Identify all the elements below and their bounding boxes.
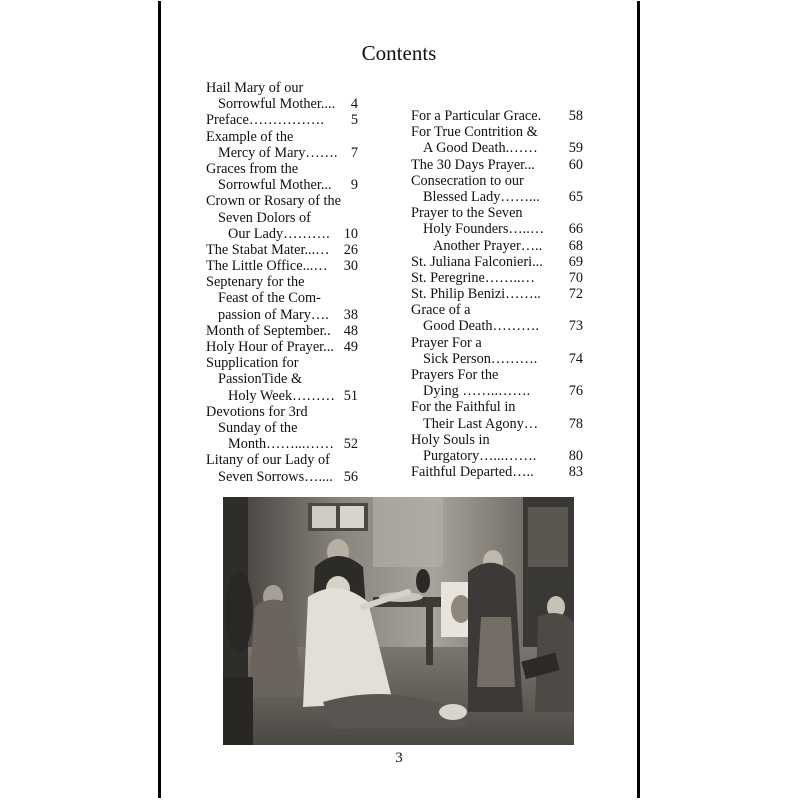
toc-page-number: 65 bbox=[568, 188, 583, 205]
toc-page-number: 10 bbox=[343, 225, 358, 242]
toc-line bbox=[206, 355, 358, 371]
toc-entry-text: The 30 Days Prayer... bbox=[411, 156, 535, 173]
toc-line bbox=[206, 469, 358, 485]
toc-page-number: 26 bbox=[343, 241, 358, 258]
toc-page-number: 72 bbox=[568, 286, 583, 303]
toc-entry-text: Holy Souls in bbox=[411, 431, 490, 448]
toc-entry-text: Prayers For the bbox=[411, 367, 499, 383]
toc-line bbox=[206, 80, 358, 96]
toc-line bbox=[206, 420, 358, 436]
toc-line bbox=[206, 371, 358, 387]
illustration-photo bbox=[223, 497, 574, 745]
toc-line bbox=[411, 124, 583, 140]
toc-entry-text: Sorrowful Mother.... bbox=[218, 96, 336, 113]
toc-page-number: 52 bbox=[343, 436, 358, 453]
toc-entry-text: Crown or Rosary of the bbox=[206, 193, 342, 210]
toc-entry-text: PassionTide & bbox=[218, 371, 303, 388]
toc-entry-text: Seven Sorrows….... bbox=[218, 468, 333, 485]
toc-entry-text: St. Juliana Falconieri... bbox=[411, 253, 543, 270]
toc-page-number: 56 bbox=[343, 468, 358, 485]
toc-page-number: 73 bbox=[568, 318, 583, 335]
toc-entry-text: Blessed Lady……... bbox=[423, 188, 540, 205]
toc-entry-text: Holy Founders…..… bbox=[423, 221, 545, 238]
toc-page-number: 5 bbox=[350, 112, 358, 129]
toc-line bbox=[206, 307, 358, 323]
toc-page-number: 69 bbox=[568, 253, 583, 270]
toc-entry-text: Our Lady………. bbox=[228, 225, 330, 242]
toc-line bbox=[206, 258, 358, 274]
toc-line bbox=[411, 254, 583, 270]
toc-entry-text: Their Last Agony… bbox=[423, 415, 539, 432]
toc-entry-text: Holy Week……… bbox=[228, 387, 335, 404]
toc-page-number: 60 bbox=[568, 156, 583, 173]
toc-line bbox=[206, 193, 358, 209]
toc-entry-text: For True Contrition & bbox=[411, 124, 538, 141]
toc-entry-text: Month……...…… bbox=[228, 436, 335, 453]
toc-entry-text: Devotions for 3rd bbox=[206, 403, 308, 420]
toc-page-number: 30 bbox=[343, 258, 358, 275]
toc-right-column bbox=[411, 108, 583, 480]
toc-line bbox=[206, 274, 358, 290]
toc-entry-text: Preface……………. bbox=[206, 112, 324, 129]
toc-page-number: 51 bbox=[343, 387, 358, 404]
page-number: 3 bbox=[395, 750, 403, 766]
toc-page-number: 80 bbox=[568, 447, 583, 464]
illustration-scene bbox=[223, 497, 574, 745]
toc-line bbox=[411, 140, 583, 156]
toc-entry-text: Hail Mary of our bbox=[206, 80, 304, 96]
toc-page-number: 70 bbox=[568, 269, 583, 286]
toc-line bbox=[206, 339, 358, 355]
toc-page-number: 49 bbox=[343, 339, 358, 355]
toc-line bbox=[411, 302, 583, 318]
toc-entry-text: St. Peregrine……..… bbox=[411, 269, 535, 286]
toc-entry-text: Another Prayer….. bbox=[433, 237, 543, 254]
toc-line bbox=[411, 416, 583, 432]
page-title: Contents bbox=[361, 41, 437, 65]
toc-entry-text: Example of the bbox=[206, 128, 294, 145]
toc-entry-text: passion of Mary…. bbox=[218, 306, 329, 323]
toc-line bbox=[206, 210, 358, 226]
toc-line bbox=[206, 177, 358, 193]
toc-page-number: 83 bbox=[568, 464, 583, 481]
toc-line bbox=[411, 108, 583, 124]
toc-page-number: 4 bbox=[350, 96, 358, 113]
toc-entry-text: Prayer For a bbox=[411, 334, 482, 351]
toc-line bbox=[411, 351, 583, 367]
toc-line bbox=[206, 436, 358, 452]
toc-entry-text: For a Particular Grace. bbox=[411, 108, 542, 124]
toc-line bbox=[411, 157, 583, 173]
toc-line bbox=[411, 270, 583, 286]
toc-entry-text: Dying ……..……. bbox=[423, 383, 531, 400]
toc-entry-text: A Good Death.…… bbox=[423, 140, 538, 157]
toc-line bbox=[206, 323, 358, 339]
toc-page-number: 38 bbox=[343, 306, 358, 323]
toc-left-column bbox=[206, 80, 358, 485]
toc-page-number: 78 bbox=[568, 415, 583, 432]
toc-line bbox=[411, 464, 583, 480]
toc-entry-text: Supplication for bbox=[206, 355, 299, 372]
toc-line bbox=[206, 145, 358, 161]
toc-line bbox=[411, 448, 583, 464]
toc-entry-text: Prayer to the Seven bbox=[411, 205, 523, 222]
toc-entry-text: Purgatory…...……. bbox=[423, 447, 537, 464]
toc-entry-text: Graces from the bbox=[206, 160, 299, 177]
toc-page-number: 9 bbox=[350, 177, 358, 194]
toc-line bbox=[206, 290, 358, 306]
toc-entry-text: Holy Hour of Prayer... bbox=[206, 339, 334, 355]
toc-page-number: 74 bbox=[568, 350, 583, 367]
toc-line bbox=[206, 96, 358, 112]
toc-line bbox=[411, 432, 583, 448]
toc-entry-text: Sunday of the bbox=[218, 419, 298, 436]
toc-entry-text: For the Faithful in bbox=[411, 399, 516, 416]
toc-line bbox=[411, 318, 583, 334]
toc-line bbox=[411, 173, 583, 189]
toc-line bbox=[206, 388, 358, 404]
toc-entry-text: St. Philip Benizi…….. bbox=[411, 286, 541, 303]
toc-entry-text: Good Death………. bbox=[423, 318, 539, 335]
toc-entry-text: Month of September.. bbox=[206, 322, 331, 339]
toc-entry-text: Mercy of Mary……. bbox=[218, 144, 338, 161]
toc-entry-text: Feast of the Com- bbox=[218, 290, 321, 307]
toc-page-number: 76 bbox=[568, 383, 583, 400]
toc-entry-text: The Little Office...… bbox=[206, 258, 328, 275]
toc-line bbox=[411, 238, 583, 254]
toc-line bbox=[411, 383, 583, 399]
toc-page-number: 7 bbox=[350, 144, 358, 161]
toc-line bbox=[411, 286, 583, 302]
toc-line bbox=[411, 367, 583, 383]
toc-entry-text: Faithful Departed….. bbox=[411, 464, 534, 481]
toc-entry-text: Sick Person………. bbox=[423, 350, 538, 367]
toc-entry-text: Grace of a bbox=[411, 302, 471, 319]
toc-entry-text: The Stabat Mater...… bbox=[206, 241, 330, 258]
toc-page-number: 59 bbox=[568, 140, 583, 157]
toc-line bbox=[411, 221, 583, 237]
toc-line bbox=[206, 129, 358, 145]
toc-line bbox=[411, 335, 583, 351]
toc-line bbox=[206, 112, 358, 128]
toc-page-number: 66 bbox=[568, 221, 583, 238]
toc-line bbox=[206, 226, 358, 242]
toc-entry-text: Sorrowful Mother... bbox=[218, 177, 332, 194]
toc-line bbox=[206, 161, 358, 177]
toc-page-number: 68 bbox=[568, 237, 583, 254]
toc-line bbox=[206, 404, 358, 420]
toc-entry-text: Litany of our Lady of bbox=[206, 452, 330, 469]
toc-line bbox=[206, 452, 358, 468]
toc-line bbox=[411, 399, 583, 415]
toc-entry-text: Seven Dolors of bbox=[218, 209, 311, 226]
toc-page-number: 58 bbox=[568, 108, 583, 124]
toc-page-number: 48 bbox=[343, 322, 358, 339]
toc-line bbox=[411, 189, 583, 205]
toc-line bbox=[411, 205, 583, 221]
toc-entry-text: Consecration to our bbox=[411, 172, 524, 189]
toc-entry-text: Septenary for the bbox=[206, 274, 305, 291]
toc-line bbox=[206, 242, 358, 258]
book-page bbox=[158, 1, 640, 798]
